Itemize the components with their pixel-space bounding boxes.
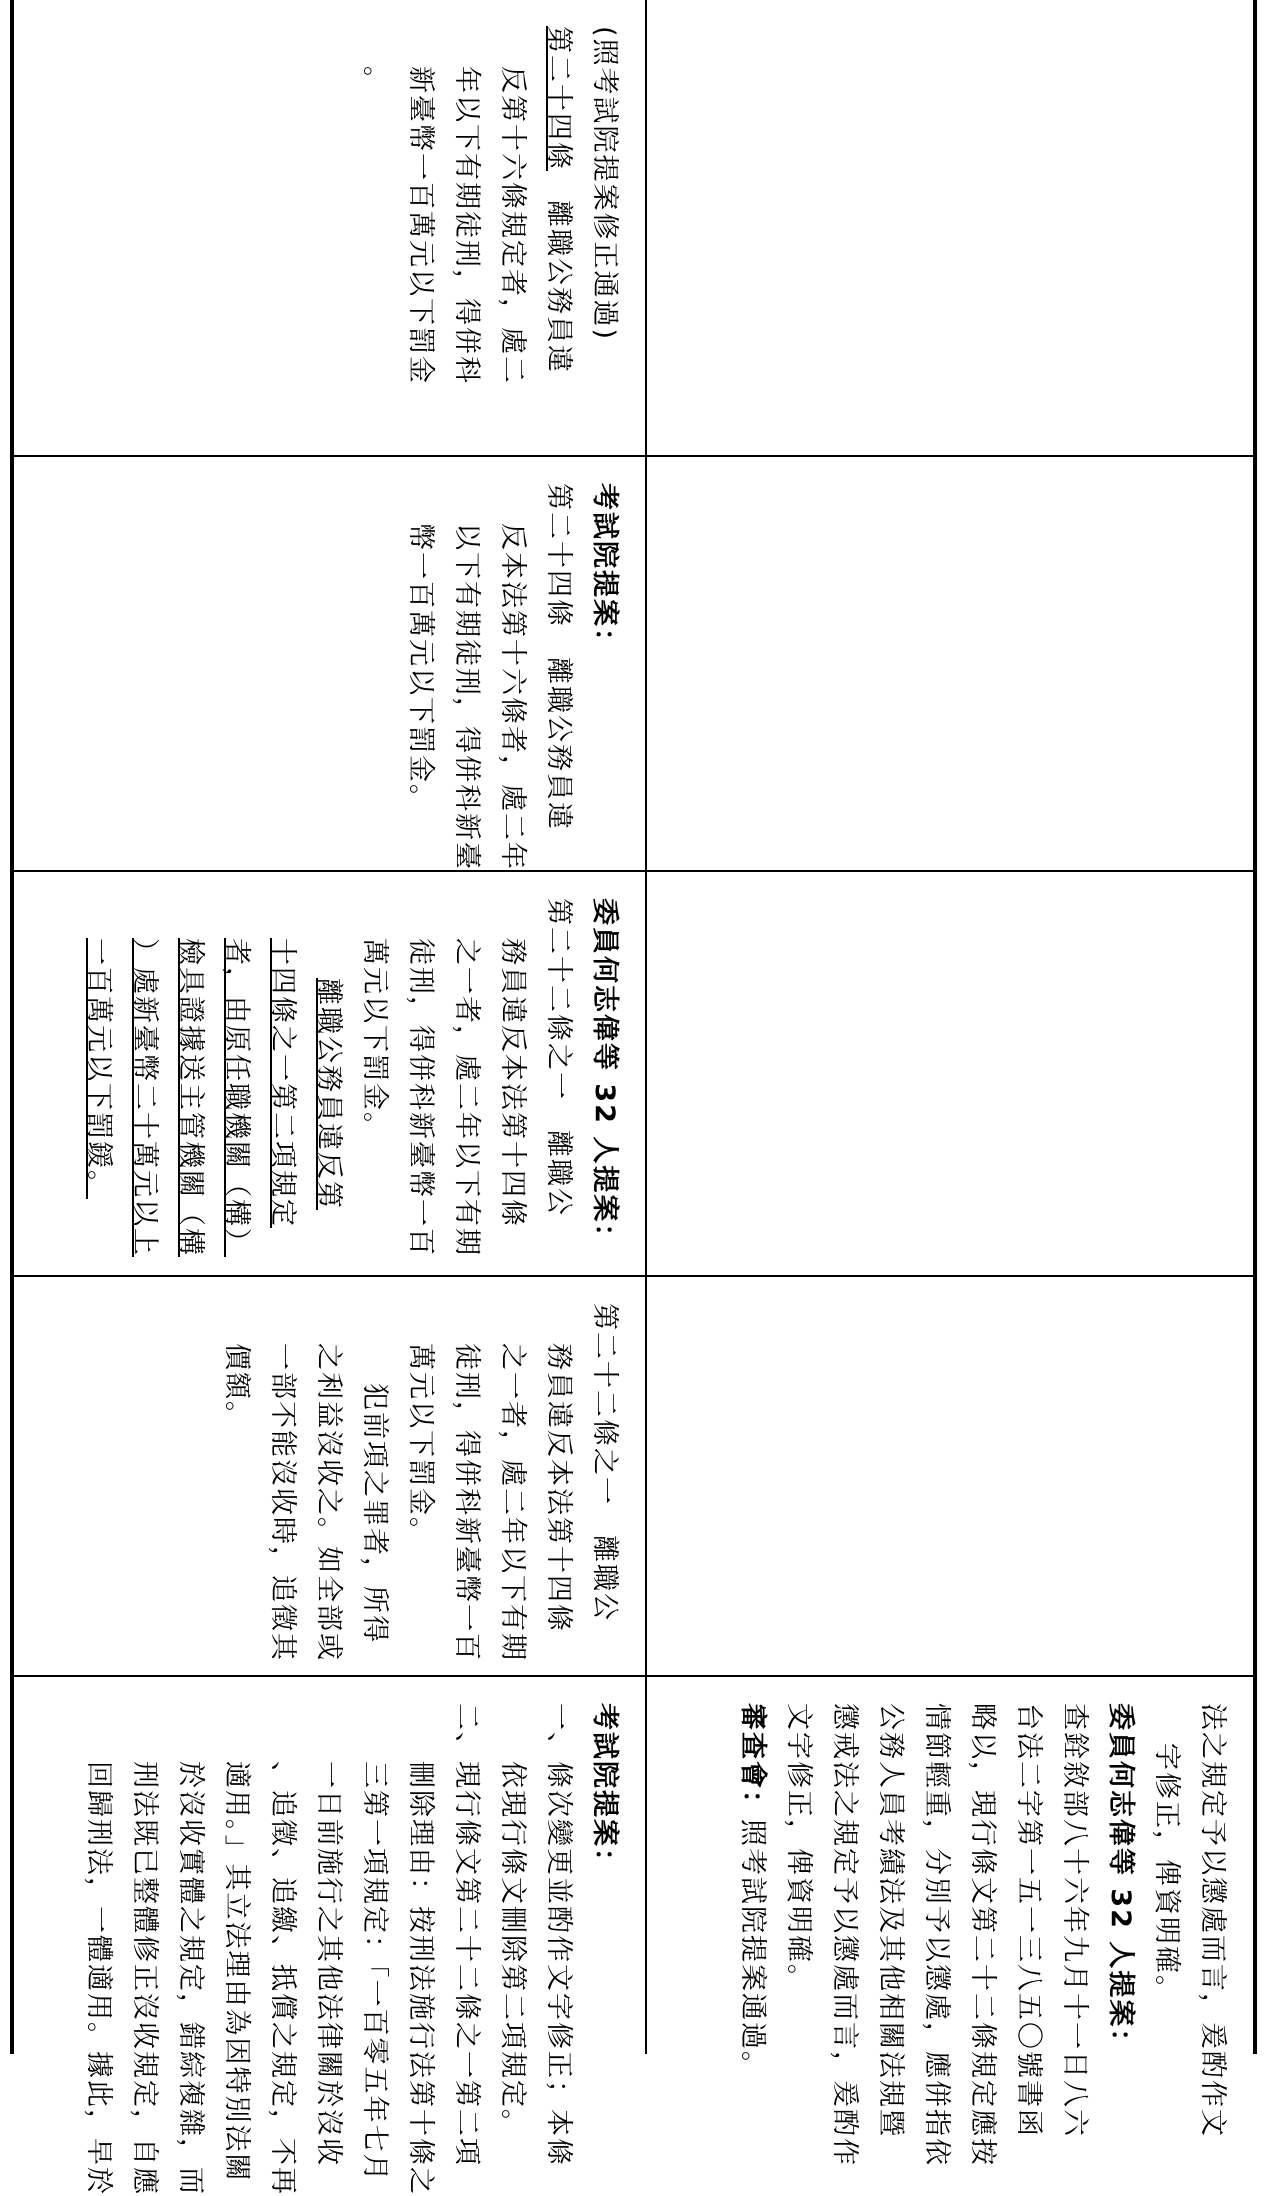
cell-lower-col2 — [14, 457, 645, 870]
line: 萬元以下罰金。 — [359, 938, 390, 1141]
proposal-heading: 考試院提案： — [589, 483, 620, 657]
line: 者，由原任職機關（構） — [221, 938, 252, 1257]
line: 二、現行條文第二十二條之一第二項 — [451, 1703, 482, 2167]
line: 字修正，俾資明確。 — [1151, 1743, 1182, 2004]
line: 依現行條文刪除第二項規定。 — [497, 1703, 528, 2138]
line: 一日前施行之其他法律關於沒收 — [313, 1703, 344, 2167]
cell-upper-col5 — [647, 1677, 1253, 2167]
line: 年以下有期徒刑，得併科 — [451, 66, 482, 385]
line: 、追徵、追繳、抵償之規定，不再 — [267, 1703, 298, 2196]
line: 之利益沒收之。如全部或 — [313, 1343, 344, 1662]
line: 十四條之一第二項規定 — [267, 938, 298, 1228]
line: 於沒收實體之規定，錯綜複雜，而 — [175, 1703, 206, 2196]
line: 徒刑，得併科新臺幣一百 — [405, 938, 436, 1257]
line: 反本法第十六條者，處二年 — [497, 523, 528, 871]
proposal-heading: 委員何志偉等 32 人提案： — [1105, 1703, 1136, 2058]
line — [535, 26, 581, 437]
line: 徒刑，得併科新臺幣一百 — [451, 1343, 482, 1662]
table-top-border — [1253, 0, 1257, 2054]
line: 一百萬元以下罰鍰。 — [83, 938, 114, 1199]
proposal-heading: 考試院提案： — [589, 1703, 620, 1877]
line: 萬元以下罰金。 — [405, 1343, 436, 1546]
text: 離職公務員違 — [543, 171, 574, 374]
line: 反第十六條規定者，處二 — [497, 66, 528, 385]
line: (照考試院提案修正通過) — [589, 26, 620, 342]
line: 。 — [359, 66, 390, 95]
line: 價額。 — [221, 1343, 252, 1430]
line: 新臺幣一百萬元以下罰金 — [405, 66, 436, 385]
line: 法之規定予以懲處而言，爰酌作文 — [1197, 1703, 1228, 2138]
line: ）處新臺幣二十萬元以上 — [129, 938, 160, 1257]
proposal-heading: 委員何志偉等 32 人提案： — [589, 898, 620, 1253]
line: 台法二字第一五一三八五〇號書函 — [1013, 1703, 1044, 2138]
line: 第二十二條之一 離職公 — [543, 898, 574, 1217]
line: 檢具證據送主管機關（構 — [175, 938, 206, 1257]
line: 一部不能沒收時，追徵其 — [267, 1343, 298, 1662]
cell-lower-col3 — [14, 872, 645, 1275]
line: 第二十四條 離職公務員違 — [543, 483, 574, 831]
line: 之一者，處二年以下有期 — [451, 938, 482, 1257]
line: 情節輕重，分別予以懲處，應併指依 — [921, 1703, 952, 2167]
line: 懲戒法之規定予以懲處而言，爰酌作 — [829, 1703, 860, 2167]
cell-lower-col4 — [14, 1277, 645, 1675]
line — [729, 1703, 775, 2080]
line: 一、條次變更並酌作文字修正；本條 — [543, 1703, 574, 2167]
line: 刑法既已整體修正沒收規定，自應 — [129, 1703, 160, 2196]
line: 離職公務員違反第 — [313, 978, 344, 1210]
line: 略以，現行條文第二十二條規定應按 — [967, 1703, 998, 2167]
line: 務員違反本法第十四條 — [497, 938, 528, 1228]
line: 公務人員考績法及其他相關法規暨 — [875, 1703, 906, 2138]
line: 第二十二條之一 離職公 — [589, 1303, 620, 1622]
line: 查銓敘部八十六年九月十一日八六 — [1059, 1703, 1090, 2138]
cell-lower-col1 — [14, 0, 645, 455]
line: 適用。」其立法理由為因特別法關 — [221, 1703, 252, 2183]
line: 犯前項之罪者，所得 — [359, 1383, 390, 1644]
line: 三第一項規定：「一百零五年七月 — [359, 1703, 390, 2183]
review-text: 照考試院提案通過。 — [737, 1819, 768, 2080]
line: 幣一百萬元以下罰金。 — [405, 523, 436, 813]
line: 回歸刑法，一體適用。據此，早於 — [83, 1703, 114, 2196]
review-label: 審查會： — [737, 1703, 768, 1819]
line: 務員違反本法第十四條 — [543, 1343, 574, 1633]
line: 刪除理由：按刑法施行法第十條之 — [405, 1703, 436, 2196]
underlined-text: 第二十四條 — [543, 26, 574, 171]
cell-lower-col5 — [14, 1677, 645, 2196]
line: 以下有期徒刑，得併科新臺 — [451, 523, 482, 871]
line: 之一者，處二年以下有期 — [497, 1343, 528, 1662]
line: 文字修正，俾資明確。 — [783, 1703, 814, 1993]
